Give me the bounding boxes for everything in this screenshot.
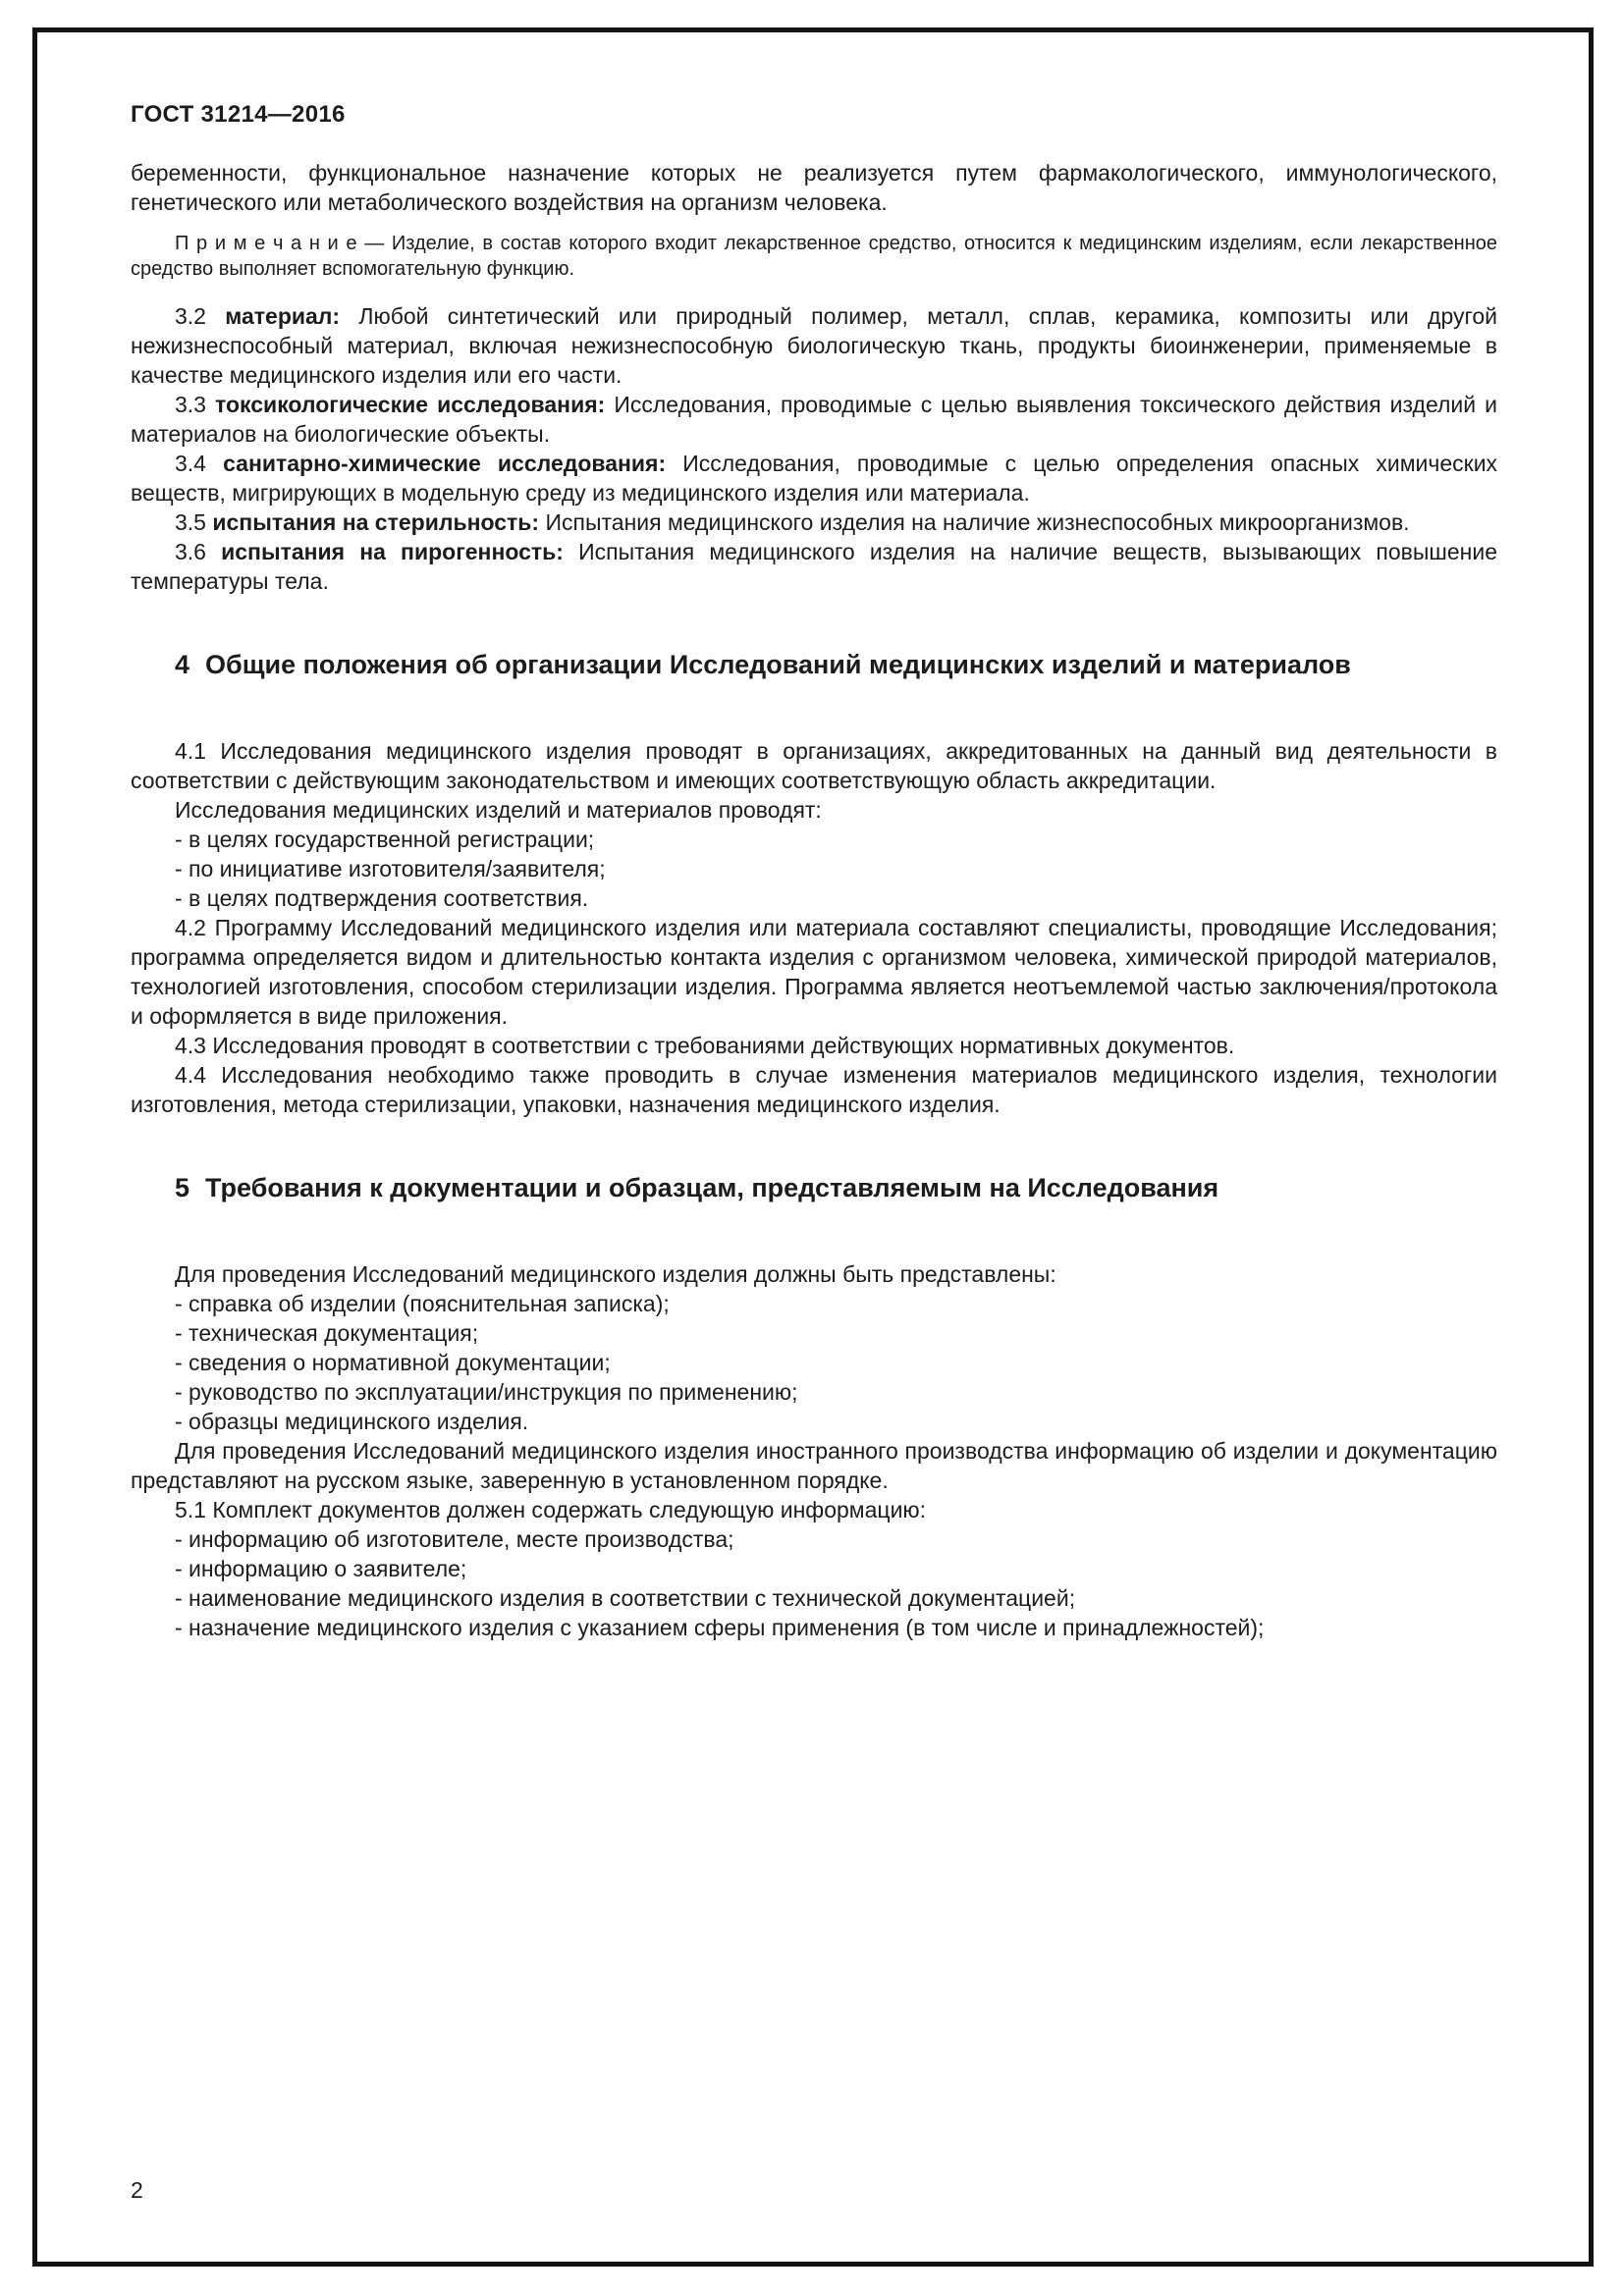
definition-term: санитарно-химические исследования: — [223, 451, 667, 476]
definition-term: испытания на пирогенность: — [221, 539, 564, 564]
definition-3-4 — [131, 449, 1497, 507]
definition-term: испытания на стерильность: — [212, 509, 540, 535]
list-item: - в целях подтверждения соответствия. — [175, 885, 589, 911]
definition-3-3 — [131, 390, 1497, 449]
definition-number: 3.3 — [175, 392, 206, 417]
definition-3-5 — [131, 507, 1497, 537]
list-item: - наименование медицинского изделия в соответствии с технической документацией; — [175, 1585, 1076, 1611]
paragraph-4-4: 4.4 Исследования необходимо также проводить в случае изменения материалов медицинского изделия, технологии изготовления, метода стерилизации, упаковки, назначения медицинского изделия. — [131, 1062, 1497, 1117]
list-item: - в целях государственной регистрации; — [175, 827, 595, 852]
definition-text: Испытания медицинского изделия на наличие веществ, вызывающих повышение температуры тела. — [131, 539, 1497, 594]
note-paragraph: П р и м е ч а н и е — Изделие, в состав которого входит лекарственное средство, относится к медицинским изделиям, если лекарственное средство выполняет вспомогательную функцию. — [131, 233, 1497, 280]
doc-number: ГОСТ 31214—2016 — [131, 101, 346, 128]
list-item: - информацию о заявителе; — [175, 1556, 467, 1581]
definition-3-2 — [131, 301, 1497, 390]
list-item: - назначение медицинского изделия с указанием сферы применения (в том числе и принадлежностей); — [175, 1615, 1265, 1640]
list-item: - справка об изделии (пояснительная записка); — [175, 1291, 670, 1316]
section-5-heading — [131, 1170, 1497, 1206]
list-item: - руководство по эксплуатации/инструкция по применению; — [175, 1379, 798, 1405]
paragraph-5-1: 5.1 Комплект документов должен содержать следующую информацию: — [175, 1497, 927, 1522]
section-number: 4 — [175, 650, 190, 679]
page-content — [131, 101, 1497, 1642]
definition-number: 3.4 — [175, 451, 206, 476]
section-title: Требования к документации и образцам, представляемым на Исследования — [205, 1173, 1219, 1202]
paragraph-4-3: 4.3 Исследования проводят в соответствии с требованиями действующих нормативных документов. — [175, 1033, 1235, 1058]
paragraph-continuation: беременности, функциональное назначение которых не реализуется путем фармакологического, иммунологического, генетического или метаболического воздействия на организм человека. — [131, 160, 1497, 215]
list-item: - образцы медицинского изделия. — [175, 1409, 529, 1434]
definition-text: Исследования, проводимые с целью определения опасных химических веществ, мигрирующих в модельную среду из медицинского изделия или материала. — [131, 451, 1498, 506]
list-item: - техническая документация; — [175, 1320, 479, 1346]
definition-number: 3.2 — [175, 303, 206, 329]
definition-3-6 — [131, 537, 1497, 596]
page-number: 2 — [131, 2177, 143, 2203]
paragraph-4-1: 4.1 Исследования медицинского изделия проводят в организациях, аккредитованных на данный вид деятельности в соответствии с действующим законодательством и имеющих соответствующую область аккредитации. — [131, 738, 1497, 793]
definition-text: Испытания медицинского изделия на наличие жизнеспособных микроорганизмов. — [545, 509, 1410, 535]
definition-text: Исследования, проводимые с целью выявления токсического действия изделий и материалов на биологические объекты. — [131, 392, 1498, 447]
list-item: - информацию об изготовителе, месте производства; — [175, 1526, 734, 1552]
paragraph-5-lead: Для проведения Исследований медицинского изделия должны быть представлены: — [175, 1261, 1056, 1287]
paragraph-4-lead: Исследования медицинских изделий и материалов проводят: — [175, 797, 822, 823]
paragraph-5-foreign: Для проведения Исследований медицинского изделия иностранного производства информацию об изделии и документацию представляют на русском языке, заверенную в установленном порядке. — [131, 1438, 1497, 1493]
section-4-heading — [131, 647, 1497, 683]
list-item: - по инициативе изготовителя/заявителя; — [175, 856, 606, 881]
definition-text: Любой синтетический или природный полимер, металл, сплав, керамика, композиты или другой нежизнеспособный материал, включая нежизнеспособную биологическую ткань, продукты биоинженерии, применяемые в качестве медицинского изделия или его части. — [131, 303, 1498, 388]
list-item: - сведения о нормативной документации; — [175, 1350, 611, 1375]
definition-term: материал: — [225, 303, 341, 329]
paragraph-4-2: 4.2 Программу Исследований медицинского изделия или материала составляют специалисты, проводящие Исследования; программа определяется видом и длительностью контакта изделия с организмом человека, химической природой материалов, технологией изготовления, способом стерилизации изделия. Программа является неотъемлемой частью заключения/протокола и оформляется в виде приложения. — [131, 915, 1497, 1029]
section-number: 5 — [175, 1173, 190, 1202]
section-title: Общие положения об организации Исследований медицинских изделий и материалов — [205, 650, 1351, 679]
definition-number: 3.5 — [175, 509, 206, 535]
definition-term: токсикологические исследования: — [215, 392, 606, 417]
definition-number: 3.6 — [175, 539, 206, 564]
